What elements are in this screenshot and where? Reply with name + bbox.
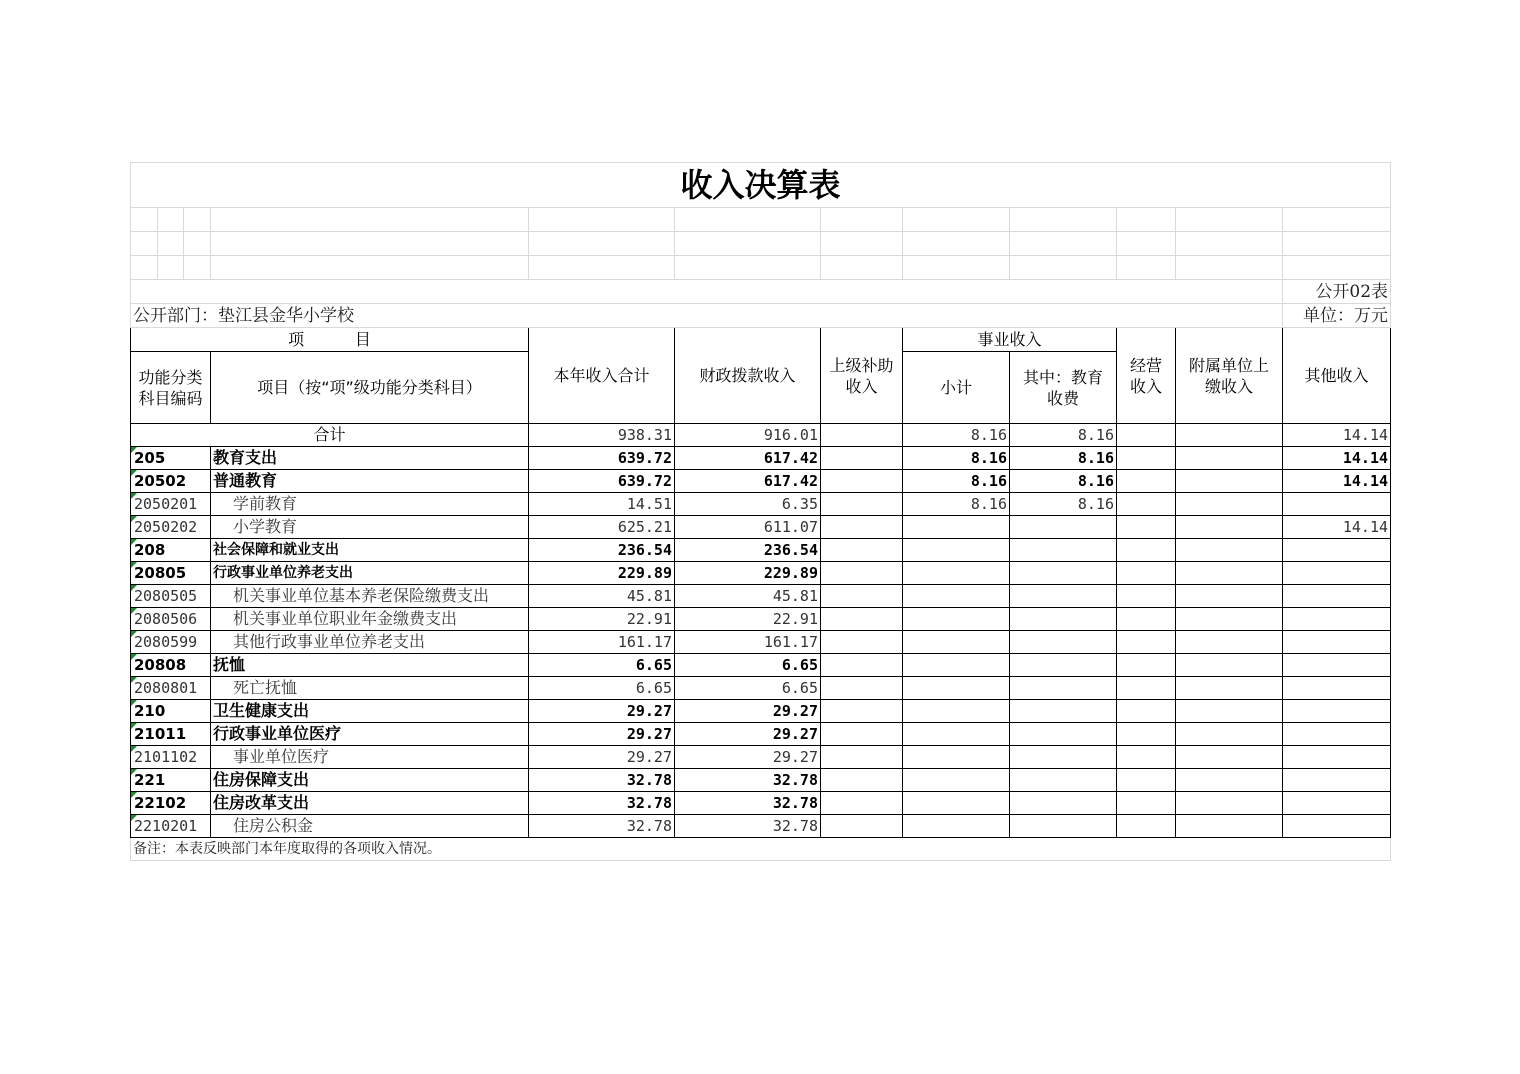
other-cell <box>1283 746 1391 769</box>
total-row <box>131 424 1391 447</box>
total-label: 合计 <box>131 424 529 447</box>
subsidy-cell <box>821 562 903 585</box>
operating-cell <box>1117 516 1176 539</box>
other-cell <box>1283 608 1391 631</box>
item-name-cell: 行政事业单位医疗 <box>211 723 529 746</box>
table-row <box>131 677 1391 700</box>
operating-cell <box>1117 654 1176 677</box>
operating-cell <box>1117 470 1176 493</box>
subsidy-cell <box>821 516 903 539</box>
edu-fee-cell: 8.16 <box>1010 470 1117 493</box>
header-code: 功能分类科目编码 <box>131 352 211 424</box>
header-fiscal: 财政拨款收入 <box>675 328 821 424</box>
other-cell <box>1283 562 1391 585</box>
income-table <box>130 162 1391 861</box>
table-row <box>131 585 1391 608</box>
total-cell: 161.17 <box>529 631 675 654</box>
operating-cell <box>1117 631 1176 654</box>
header-operating: 经营收入 <box>1117 328 1176 424</box>
edu-fee-cell <box>1010 677 1117 700</box>
operating-cell <box>1117 746 1176 769</box>
total-cell: 229.89 <box>529 562 675 585</box>
item-name-cell: 教育支出 <box>211 447 529 470</box>
other-cell: 14.14 <box>1283 516 1391 539</box>
header-other: 其他收入 <box>1283 328 1391 424</box>
total-cell: 14.51 <box>529 493 675 516</box>
operating-cell <box>1117 792 1176 815</box>
edu-fee-cell <box>1010 608 1117 631</box>
edu-fee-cell <box>1010 631 1117 654</box>
code-cell: 205 <box>131 447 211 470</box>
subsidy-cell <box>821 631 903 654</box>
header-total: 本年收入合计 <box>529 328 675 424</box>
subtotal-cell <box>903 631 1010 654</box>
item-name-cell: 社会保障和就业支出 <box>211 539 529 562</box>
affiliated-cell <box>1176 470 1283 493</box>
header-edu-fee: 其中：教育收费 <box>1010 352 1117 424</box>
subsidy-cell <box>821 792 903 815</box>
edu-fee-cell: 8.16 <box>1010 424 1117 447</box>
subtotal-cell: 8.16 <box>903 447 1010 470</box>
edu-fee-cell <box>1010 700 1117 723</box>
fiscal-cell: 29.27 <box>675 700 821 723</box>
operating-cell <box>1117 815 1176 838</box>
subtotal-cell <box>903 677 1010 700</box>
item-name-cell: 住房公积金 <box>211 815 529 838</box>
fiscal-cell: 229.89 <box>675 562 821 585</box>
operating-cell <box>1117 677 1176 700</box>
total-cell: 29.27 <box>529 723 675 746</box>
item-name-cell: 住房改革支出 <box>211 792 529 815</box>
subsidy-cell <box>821 470 903 493</box>
fiscal-cell: 617.42 <box>675 447 821 470</box>
total-cell: 6.65 <box>529 677 675 700</box>
subtotal-cell: 8.16 <box>903 424 1010 447</box>
affiliated-cell <box>1176 723 1283 746</box>
other-cell <box>1283 792 1391 815</box>
fiscal-cell: 6.65 <box>675 654 821 677</box>
subsidy-cell <box>821 447 903 470</box>
affiliated-cell <box>1176 792 1283 815</box>
item-name-cell: 其他行政事业单位养老支出 <box>211 631 529 654</box>
total-cell: 45.81 <box>529 585 675 608</box>
other-cell <box>1283 631 1391 654</box>
code-cell: 2080506 <box>131 608 211 631</box>
subtotal-cell: 8.16 <box>903 493 1010 516</box>
fiscal-cell: 161.17 <box>675 631 821 654</box>
table-row <box>131 654 1391 677</box>
header-name: 项目（按“项”级功能分类科目） <box>211 352 529 424</box>
affiliated-cell <box>1176 700 1283 723</box>
operating-cell <box>1117 700 1176 723</box>
code-cell: 210 <box>131 700 211 723</box>
table-row <box>131 815 1391 838</box>
code-cell: 221 <box>131 769 211 792</box>
table-row <box>131 562 1391 585</box>
subsidy-cell <box>821 746 903 769</box>
operating-cell <box>1117 424 1176 447</box>
subtotal-cell <box>903 746 1010 769</box>
fiscal-cell: 32.78 <box>675 792 821 815</box>
code-cell: 2080505 <box>131 585 211 608</box>
item-name-cell: 小学教育 <box>211 516 529 539</box>
affiliated-cell <box>1176 493 1283 516</box>
subtotal-cell <box>903 769 1010 792</box>
subtotal-cell <box>903 562 1010 585</box>
total-cell: 236.54 <box>529 539 675 562</box>
total-cell: 32.78 <box>529 792 675 815</box>
code-cell: 20502 <box>131 470 211 493</box>
affiliated-cell <box>1176 516 1283 539</box>
total-cell: 29.27 <box>529 700 675 723</box>
operating-cell <box>1117 608 1176 631</box>
item-name-cell: 死亡抚恤 <box>211 677 529 700</box>
operating-cell <box>1117 585 1176 608</box>
total-cell: 32.78 <box>529 769 675 792</box>
table-row <box>131 700 1391 723</box>
fiscal-cell: 617.42 <box>675 470 821 493</box>
item-name-cell: 抚恤 <box>211 654 529 677</box>
item-name-cell: 学前教育 <box>211 493 529 516</box>
header-item: 项 目 <box>131 328 529 352</box>
operating-cell <box>1117 493 1176 516</box>
fiscal-cell: 29.27 <box>675 746 821 769</box>
edu-fee-cell: 8.16 <box>1010 447 1117 470</box>
code-cell: 2050202 <box>131 516 211 539</box>
page-title: 收入决算表 <box>131 163 1391 208</box>
subtotal-cell <box>903 608 1010 631</box>
subsidy-cell <box>821 585 903 608</box>
affiliated-cell <box>1176 608 1283 631</box>
affiliated-cell <box>1176 631 1283 654</box>
edu-fee-cell <box>1010 585 1117 608</box>
item-name-cell: 卫生健康支出 <box>211 700 529 723</box>
table-row <box>131 769 1391 792</box>
subtotal-cell <box>903 815 1010 838</box>
code-cell: 21011 <box>131 723 211 746</box>
affiliated-cell <box>1176 447 1283 470</box>
code-cell: 2210201 <box>131 815 211 838</box>
affiliated-cell <box>1176 562 1283 585</box>
table-row <box>131 447 1391 470</box>
edu-fee-cell <box>1010 539 1117 562</box>
edu-fee-cell <box>1010 562 1117 585</box>
item-name-cell: 普通教育 <box>211 470 529 493</box>
subsidy-cell <box>821 539 903 562</box>
total-cell: 6.65 <box>529 654 675 677</box>
other-cell: 14.14 <box>1283 447 1391 470</box>
edu-fee-cell <box>1010 654 1117 677</box>
affiliated-cell <box>1176 585 1283 608</box>
subsidy-cell <box>821 677 903 700</box>
fiscal-cell: 6.35 <box>675 493 821 516</box>
subtotal-cell: 8.16 <box>903 470 1010 493</box>
edu-fee-cell <box>1010 815 1117 838</box>
edu-fee-cell <box>1010 746 1117 769</box>
subsidy-cell <box>821 815 903 838</box>
subsidy-cell <box>821 654 903 677</box>
item-name-cell: 行政事业单位养老支出 <box>211 562 529 585</box>
subsidy-cell <box>821 700 903 723</box>
fiscal-cell: 611.07 <box>675 516 821 539</box>
income-final-accounts-sheet <box>130 162 1390 861</box>
operating-cell <box>1117 562 1176 585</box>
total-cell: 639.72 <box>529 447 675 470</box>
subsidy-cell <box>821 723 903 746</box>
other-cell <box>1283 493 1391 516</box>
affiliated-cell <box>1176 769 1283 792</box>
total-cell: 938.31 <box>529 424 675 447</box>
operating-cell <box>1117 723 1176 746</box>
affiliated-cell <box>1176 539 1283 562</box>
item-name-cell: 机关事业单位职业年金缴费支出 <box>211 608 529 631</box>
other-cell <box>1283 700 1391 723</box>
table-row <box>131 608 1391 631</box>
subsidy-cell <box>821 493 903 516</box>
subtotal-cell <box>903 700 1010 723</box>
other-cell: 14.14 <box>1283 424 1391 447</box>
table-row <box>131 723 1391 746</box>
edu-fee-cell <box>1010 769 1117 792</box>
item-name-cell: 事业单位医疗 <box>211 746 529 769</box>
header-affiliated: 附属单位上缴收入 <box>1176 328 1283 424</box>
operating-cell <box>1117 447 1176 470</box>
code-cell: 2101102 <box>131 746 211 769</box>
department-label: 公开部门：垫江县金华小学校 <box>131 304 1283 328</box>
subtotal-cell <box>903 654 1010 677</box>
affiliated-cell <box>1176 424 1283 447</box>
subsidy-cell <box>821 769 903 792</box>
total-cell: 32.78 <box>529 815 675 838</box>
code-cell: 20808 <box>131 654 211 677</box>
fiscal-cell: 29.27 <box>675 723 821 746</box>
total-cell: 22.91 <box>529 608 675 631</box>
subsidy-cell <box>821 608 903 631</box>
affiliated-cell <box>1176 815 1283 838</box>
operating-cell <box>1117 539 1176 562</box>
code-cell: 20805 <box>131 562 211 585</box>
other-cell <box>1283 585 1391 608</box>
table-row <box>131 792 1391 815</box>
edu-fee-cell <box>1010 723 1117 746</box>
affiliated-cell <box>1176 654 1283 677</box>
code-cell: 208 <box>131 539 211 562</box>
edu-fee-cell <box>1010 792 1117 815</box>
subtotal-cell <box>903 539 1010 562</box>
affiliated-cell <box>1176 677 1283 700</box>
total-cell: 639.72 <box>529 470 675 493</box>
footnote: 备注：本表反映部门本年度取得的各项收入情况。 <box>131 838 1391 861</box>
table-row <box>131 493 1391 516</box>
code-cell: 22102 <box>131 792 211 815</box>
table-row <box>131 746 1391 769</box>
fiscal-cell: 32.78 <box>675 769 821 792</box>
code-cell: 2080599 <box>131 631 211 654</box>
other-cell <box>1283 723 1391 746</box>
other-cell: 14.14 <box>1283 470 1391 493</box>
table-row <box>131 516 1391 539</box>
subtotal-cell <box>903 516 1010 539</box>
fiscal-cell: 236.54 <box>675 539 821 562</box>
total-cell: 29.27 <box>529 746 675 769</box>
other-cell <box>1283 815 1391 838</box>
edu-fee-cell: 8.16 <box>1010 493 1117 516</box>
total-cell: 625.21 <box>529 516 675 539</box>
unit-label: 单位：万元 <box>1283 304 1391 328</box>
code-cell: 2080801 <box>131 677 211 700</box>
subsidy-cell <box>821 424 903 447</box>
other-cell <box>1283 654 1391 677</box>
other-cell <box>1283 539 1391 562</box>
edu-fee-cell <box>1010 516 1117 539</box>
fiscal-cell: 6.65 <box>675 677 821 700</box>
table-row <box>131 539 1391 562</box>
fiscal-cell: 32.78 <box>675 815 821 838</box>
table-row <box>131 631 1391 654</box>
subtotal-cell <box>903 585 1010 608</box>
subtotal-cell <box>903 792 1010 815</box>
subtotal-cell <box>903 723 1010 746</box>
item-name-cell: 住房保障支出 <box>211 769 529 792</box>
form-number: 公开02表 <box>1283 280 1391 304</box>
header-subsidy: 上级补助收入 <box>821 328 903 424</box>
fiscal-cell: 22.91 <box>675 608 821 631</box>
fiscal-cell: 45.81 <box>675 585 821 608</box>
item-name-cell: 机关事业单位基本养老保险缴费支出 <box>211 585 529 608</box>
operating-cell <box>1117 769 1176 792</box>
code-cell: 2050201 <box>131 493 211 516</box>
fiscal-cell: 916.01 <box>675 424 821 447</box>
header-business: 事业收入 <box>903 328 1117 352</box>
other-cell <box>1283 769 1391 792</box>
other-cell <box>1283 677 1391 700</box>
table-row <box>131 470 1391 493</box>
header-subtotal: 小计 <box>903 352 1010 424</box>
affiliated-cell <box>1176 746 1283 769</box>
